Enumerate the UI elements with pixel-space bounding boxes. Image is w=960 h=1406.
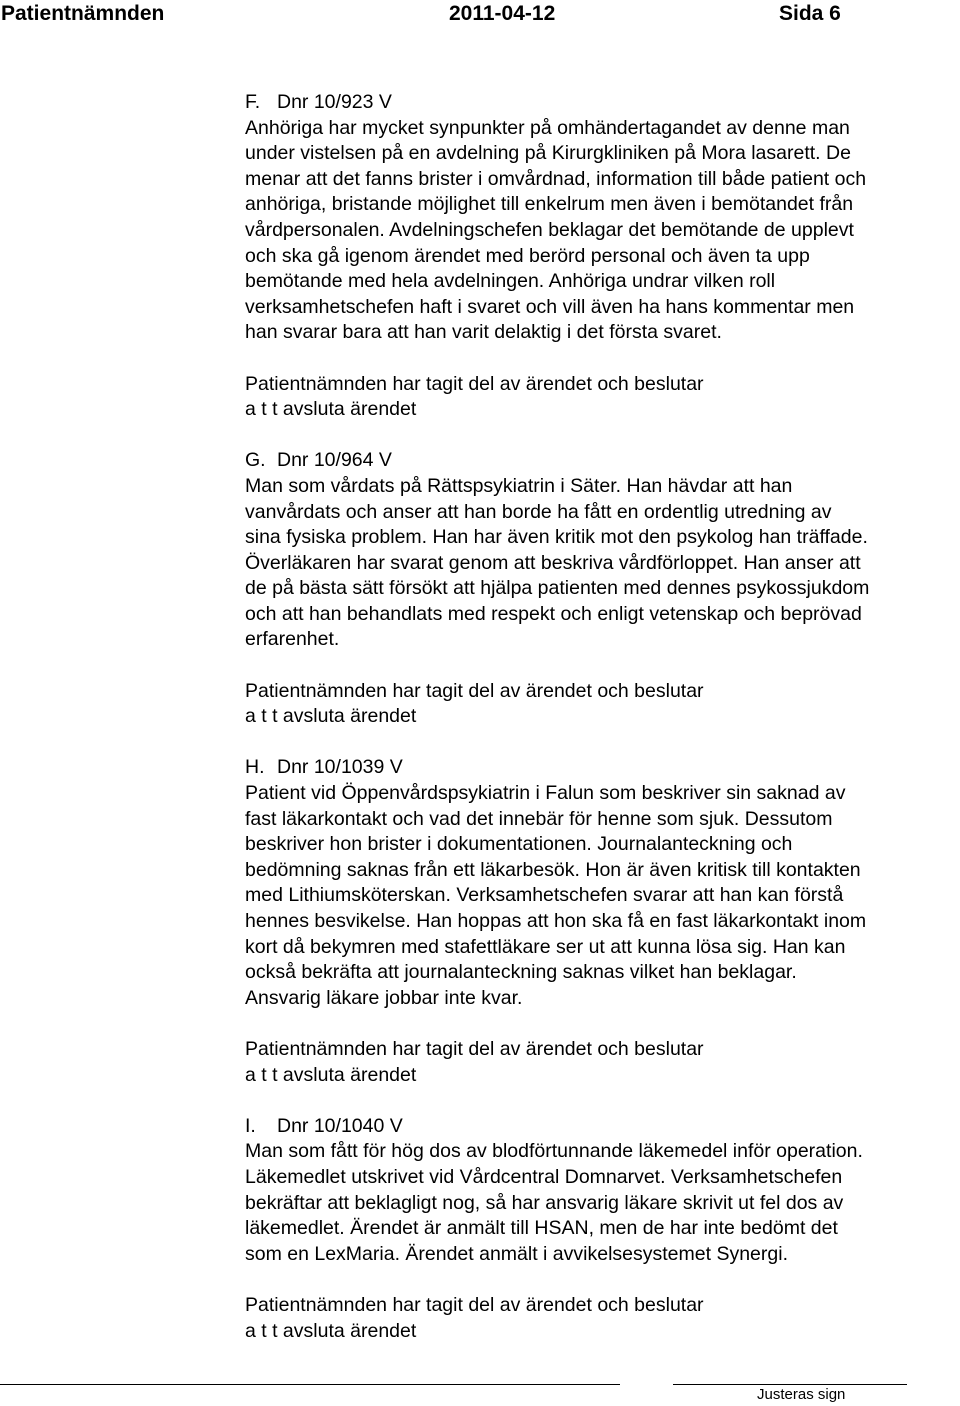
- case-text-line: och ska gå igenom ärendet med berörd personal och även ta upp: [245, 244, 810, 267]
- case-text-line: Patient vid Öppenvårdspsykiatrin i Falun som beskriver sin saknad av: [245, 782, 846, 805]
- case-decision: [245, 1037, 957, 1088]
- case-text-line: sina fysiska problem. Han har även kritik mot den psykolog han träffade.: [245, 526, 868, 549]
- case-text-line: vanvårdats och anser att han borde ha fått en ordentlig utredning av: [245, 500, 832, 523]
- case-heading: [245, 1114, 957, 1140]
- case-text-line: och att han behandlats med respekt och enligt vetenskap och beprövad: [245, 602, 862, 625]
- case-text-line: erfarenhet.: [245, 628, 340, 651]
- case-decision: [245, 372, 957, 423]
- case-text-line: anhöriga, bristande möjlighet till enkelrum men även i bemötandet från: [245, 193, 854, 216]
- case-text-line: under vistelsen på en avdelning på Kirurgkliniken på Mora lasarett. De: [245, 142, 851, 165]
- signature-line: [673, 1384, 907, 1385]
- case-text-line: bekräftar att beklagligt nog, så har ansvarig läkare skrivit ut fel dos av: [245, 1191, 844, 1214]
- document-body: [245, 90, 957, 1344]
- case-letter: G.: [245, 449, 266, 472]
- case-text-line: han svarar bara att han varit delaktig i det första svaret.: [245, 321, 722, 344]
- case-heading: [245, 448, 957, 474]
- case-dnr: Dnr 10/923 V: [277, 91, 392, 113]
- case-text-line: hennes besvikelse. Han hoppas att hon ska få en fast läkarkontakt inom: [245, 910, 867, 932]
- decision-statement: Patientnämnden har tagit del av ärendet och beslutar: [245, 372, 704, 395]
- case-decision: [245, 1293, 957, 1344]
- case-dnr: Dnr 10/1040 V: [277, 1114, 403, 1137]
- case-decision: [245, 679, 957, 730]
- case-heading: [245, 755, 957, 781]
- case-text-line: bedömning saknas från ett läkarbesök. Hon är även kritisk till kontakten: [245, 858, 861, 881]
- header-title: Patientnämnden: [1, 2, 165, 25]
- case-letter: H.: [245, 756, 265, 779]
- case-dnr: Dnr 10/1039 V: [277, 756, 403, 779]
- decision-statement: Patientnämnden har tagit del av ärendet och beslutar: [245, 1037, 704, 1060]
- case-text-line: menar att det fanns brister i omvårdnad, information till både patient och: [245, 167, 867, 190]
- case-text-line: med Lithiumsköterskan. Verksamhetschefen svarar att han kan förstå: [245, 884, 844, 907]
- case-text-line: Man som vårdats på Rättspsykiatrin i Säter. Han hävdar att han: [245, 474, 793, 497]
- signature-label: Justeras sign: [757, 1386, 846, 1403]
- decision-statement: Patientnämnden har tagit del av ärendet och beslutar: [245, 1293, 704, 1316]
- case-f: [245, 90, 957, 423]
- case-text-line: Ansvarig läkare jobbar inte kvar.: [245, 986, 523, 1009]
- header-date: 2011-04-12: [449, 2, 556, 25]
- decision-outcome: a t t avsluta ärendet: [245, 398, 417, 421]
- case-text-line: de på bästa sätt försökt att hjälpa patienten med dennes psykossjukdom: [245, 577, 870, 600]
- case-text-line: kort då bekymren med stafettläkare ser ut att kunna lösa sig. Han kan: [245, 935, 846, 958]
- footer-rule-left: [0, 1384, 620, 1385]
- page-header: [0, 2, 960, 28]
- decision-outcome: a t t avsluta ärendet: [245, 1319, 417, 1342]
- case-text-line: också bekräfta att journalanteckning saknas vilket han beklagar.: [245, 961, 797, 984]
- case-text-line: Man som fått för hög dos av blodförtunnande läkemedel inför operation.: [245, 1140, 863, 1163]
- case-text-line: Överläkaren har svarat genom att beskriva vårdförloppet. Han anser att: [245, 551, 861, 574]
- case-text-line: läkemedlet. Ärendet är anmält till HSAN, men de har inte bedömt det: [245, 1217, 838, 1240]
- case-text-line: Anhöriga har mycket synpunkter på omhändertagandet av denne man: [245, 116, 850, 139]
- decision-statement: Patientnämnden har tagit del av ärendet och beslutar: [245, 679, 704, 702]
- case-g: [245, 448, 957, 730]
- case-text-line: som en LexMaria. Ärendet anmält i avvikelsesystemet Synergi.: [245, 1242, 788, 1265]
- case-dnr: Dnr 10/964 V: [277, 449, 392, 472]
- case-letter: I.: [245, 1114, 256, 1137]
- case-letter: F.: [245, 91, 261, 113]
- case-h: [245, 755, 957, 1088]
- case-text-line: beskriver hon brister i dokumentationen. Journalanteckning och: [245, 833, 793, 856]
- case-text-line: vårdpersonalen. Avdelningschefen beklagar det bemötande de upplevt: [245, 218, 854, 241]
- decision-outcome: a t t avsluta ärendet: [245, 705, 417, 728]
- case-heading: [245, 90, 957, 116]
- case-text-line: Läkemedlet utskrivet vid Vårdcentral Domnarvet. Verksamhetschefen: [245, 1165, 843, 1188]
- decision-outcome: a t t avsluta ärendet: [245, 1063, 417, 1086]
- case-text-line: fast läkarkontakt och vad det innebär för henne som sjuk. Dessutom: [245, 807, 833, 830]
- case-i: [245, 1114, 957, 1344]
- case-text-line: verksamhetschefen haft i svaret och vill även ha hans kommentar men: [245, 295, 855, 318]
- header-page-number: Sida 6: [779, 2, 841, 25]
- case-text-line: bemötande med hela avdelningen. Anhöriga undrar vilken roll: [245, 270, 776, 293]
